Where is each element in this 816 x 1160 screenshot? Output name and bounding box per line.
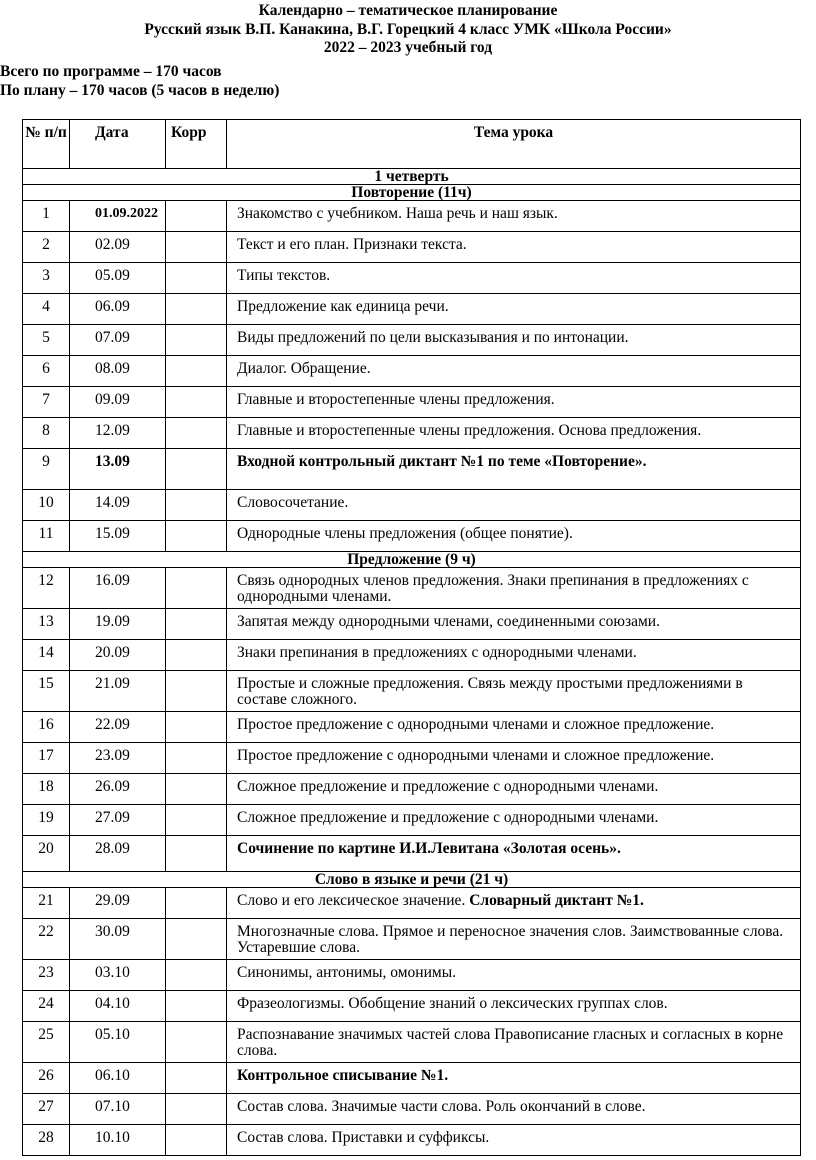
- table-row: [23, 836, 801, 872]
- lesson-korr: [166, 1063, 227, 1094]
- lesson-korr: [166, 919, 227, 960]
- lesson-date: 07.09: [70, 325, 166, 356]
- lesson-korr: [166, 1125, 227, 1156]
- lesson-date: 07.10: [70, 1094, 166, 1125]
- lesson-number: 11: [23, 521, 70, 552]
- lesson-topic-text: Слово и его лексическое значение.: [237, 892, 466, 909]
- lesson-topic: Главные и второстепенные члены предложения.: [227, 387, 801, 418]
- lesson-topic: Знаки препинания в предложениях с однородными членами.: [227, 640, 801, 671]
- column-header-date: Дата: [70, 120, 166, 169]
- lesson-topic: Простое предложение с однородными членами и сложное предложение.: [227, 743, 801, 774]
- lesson-topic: Многозначные слова. Прямое и переносное значения слов. Заимствованные слова. Устаревшие слова.: [227, 919, 801, 960]
- lesson-number: 16: [23, 712, 70, 743]
- table-row: [23, 201, 801, 232]
- table-row: [23, 521, 801, 552]
- lesson-topic: Распознавание значимых частей слова Правописание гласных и согласных в корне слова.: [227, 1022, 801, 1063]
- lesson-plan-table: [22, 119, 801, 1156]
- table-row: [23, 418, 801, 449]
- lesson-korr: [166, 356, 227, 387]
- lesson-date: 29.09: [70, 888, 166, 919]
- lesson-topic: Простое предложение с однородными членами и сложное предложение.: [227, 712, 801, 743]
- lesson-korr: [166, 568, 227, 609]
- lesson-date: 06.09: [70, 294, 166, 325]
- lesson-korr: [166, 325, 227, 356]
- lesson-date: 28.09: [70, 836, 166, 872]
- section-row: [23, 552, 801, 568]
- lesson-topic: Запятая между однородными членами, соединенными союзами.: [227, 609, 801, 640]
- lesson-topic: Словосочетание.: [227, 490, 801, 521]
- lesson-date: 06.10: [70, 1063, 166, 1094]
- lesson-topic: Текст и его план. Признаки текста.: [227, 232, 801, 263]
- lesson-number: 18: [23, 774, 70, 805]
- lesson-korr: [166, 888, 227, 919]
- lesson-number: 6: [23, 356, 70, 387]
- lesson-date: 12.09: [70, 418, 166, 449]
- lesson-number: 17: [23, 743, 70, 774]
- lesson-topic: Однородные члены предложения (общее понятие).: [227, 521, 801, 552]
- lesson-number: 20: [23, 836, 70, 872]
- lesson-date: 10.10: [70, 1125, 166, 1156]
- lesson-date: 30.09: [70, 919, 166, 960]
- lesson-date: 03.10: [70, 960, 166, 991]
- lesson-topic: Виды предложений по цели высказывания и по интонации.: [227, 325, 801, 356]
- lesson-number: 9: [23, 449, 70, 490]
- lesson-date: 26.09: [70, 774, 166, 805]
- lesson-korr: [166, 490, 227, 521]
- lesson-korr: [166, 743, 227, 774]
- table-row: [23, 387, 801, 418]
- hours-summary: [0, 62, 279, 100]
- lesson-date: 09.09: [70, 387, 166, 418]
- lesson-number: 23: [23, 960, 70, 991]
- lesson-date: 01.09.2022: [70, 201, 166, 232]
- table-row: [23, 1094, 801, 1125]
- lesson-topic: Сложное предложение и предложение с однородными членами.: [227, 774, 801, 805]
- lesson-date: 19.09: [70, 609, 166, 640]
- table-row: [23, 991, 801, 1022]
- column-header-num: № п/п: [23, 120, 70, 169]
- table-row: [23, 888, 801, 919]
- quarter-row: [23, 169, 801, 185]
- lesson-korr: [166, 960, 227, 991]
- lesson-date: 16.09: [70, 568, 166, 609]
- lesson-number: 14: [23, 640, 70, 671]
- lesson-number: 28: [23, 1125, 70, 1156]
- lesson-korr: [166, 836, 227, 872]
- lesson-topic: Сложное предложение и предложение с однородными членами.: [227, 805, 801, 836]
- table-row: [23, 1063, 801, 1094]
- lesson-korr: [166, 1022, 227, 1063]
- table-row: [23, 294, 801, 325]
- lesson-number: 2: [23, 232, 70, 263]
- lesson-number: 24: [23, 991, 70, 1022]
- lesson-topic: Типы текстов.: [227, 263, 801, 294]
- lesson-number: 5: [23, 325, 70, 356]
- document-subtitle: Русский язык В.П. Канакина, В.Г. Горецкий 4 класс УМК «Школа России»: [144, 20, 672, 38]
- lesson-number: 19: [23, 805, 70, 836]
- lesson-date: 20.09: [70, 640, 166, 671]
- lesson-date: 27.09: [70, 805, 166, 836]
- section-title-word: Слово в языке и речи (21 ч): [23, 872, 801, 888]
- lesson-korr: [166, 774, 227, 805]
- table-header-row: [23, 120, 801, 169]
- lesson-topic: Синонимы, антонимы, омонимы.: [227, 960, 801, 991]
- lesson-number: 25: [23, 1022, 70, 1063]
- lesson-date: 23.09: [70, 743, 166, 774]
- lesson-number: 15: [23, 671, 70, 712]
- lesson-korr: [166, 712, 227, 743]
- lesson-topic: Контрольное списывание №1.: [227, 1063, 801, 1094]
- table-row: [23, 1022, 801, 1063]
- table-row: [23, 743, 801, 774]
- lesson-number: 12: [23, 568, 70, 609]
- lesson-number: 26: [23, 1063, 70, 1094]
- lesson-date: 05.10: [70, 1022, 166, 1063]
- lesson-korr: [166, 449, 227, 490]
- section-row: [23, 872, 801, 888]
- lesson-number: 21: [23, 888, 70, 919]
- table-row: [23, 232, 801, 263]
- lesson-topic: Главные и второстепенные члены предложения. Основа предложения.: [227, 418, 801, 449]
- table-row: [23, 490, 801, 521]
- lesson-korr: [166, 201, 227, 232]
- quarter-label: 1 четверть: [23, 169, 801, 185]
- school-year: 2022 – 2023 учебный год: [323, 39, 493, 56]
- lesson-korr: [166, 609, 227, 640]
- lesson-date: 04.10: [70, 991, 166, 1022]
- lesson-date: 21.09: [70, 671, 166, 712]
- lesson-korr: [166, 671, 227, 712]
- section-row: [23, 185, 801, 201]
- table-row: [23, 356, 801, 387]
- lesson-korr: [166, 418, 227, 449]
- lesson-number: 27: [23, 1094, 70, 1125]
- plan-hours: По плану – 170 часов (5 часов в неделю): [0, 82, 280, 99]
- table-row: [23, 640, 801, 671]
- lesson-topic: Диалог. Обращение.: [227, 356, 801, 387]
- lesson-korr: [166, 640, 227, 671]
- lesson-topic: [227, 888, 801, 919]
- lesson-number: 7: [23, 387, 70, 418]
- table-row: [23, 960, 801, 991]
- lesson-korr: [166, 805, 227, 836]
- lesson-korr: [166, 1094, 227, 1125]
- program-hours: Всего по программе – 170 часов: [0, 63, 222, 80]
- lesson-date: 13.09: [70, 449, 166, 490]
- lesson-date: 14.09: [70, 490, 166, 521]
- lesson-number: 3: [23, 263, 70, 294]
- lesson-topic: Простые и сложные предложения. Связь между простыми предложениями в составе сложного.: [227, 671, 801, 712]
- lesson-number: 8: [23, 418, 70, 449]
- table-row: [23, 1125, 801, 1156]
- document-header: [0, 2, 816, 58]
- table-row: [23, 919, 801, 960]
- lesson-topic: Фразеологизмы. Обобщение знаний о лексических группах слов.: [227, 991, 801, 1022]
- lesson-topic: Сочинение по картине И.И.Левитана «Золотая осень».: [227, 836, 801, 872]
- table-row: [23, 671, 801, 712]
- lesson-korr: [166, 232, 227, 263]
- document-title: Календарно – тематическое планирование: [258, 2, 558, 19]
- lesson-number: 1: [23, 201, 70, 232]
- column-header-topic: Тема урока: [227, 120, 801, 169]
- lesson-topic-bold: Словарный диктант №1.: [469, 892, 644, 909]
- lesson-date: 05.09: [70, 263, 166, 294]
- lesson-topic: Предложение как единица речи.: [227, 294, 801, 325]
- table-row: [23, 774, 801, 805]
- lesson-korr: [166, 263, 227, 294]
- lesson-topic: Знакомство с учебником. Наша речь и наш язык.: [227, 201, 801, 232]
- lesson-topic: Входной контрольный диктант №1 по теме «Повторение».: [227, 449, 801, 490]
- lesson-topic: Состав слова. Значимые части слова. Роль окончаний в слове.: [227, 1094, 801, 1125]
- lesson-korr: [166, 294, 227, 325]
- section-title-repetition: Повторение (11ч): [23, 185, 801, 201]
- lesson-korr: [166, 991, 227, 1022]
- table-row: [23, 325, 801, 356]
- lesson-date: 02.09: [70, 232, 166, 263]
- table-row: [23, 263, 801, 294]
- lesson-date: 08.09: [70, 356, 166, 387]
- table-row: [23, 568, 801, 609]
- table-row: [23, 712, 801, 743]
- lesson-number: 4: [23, 294, 70, 325]
- lesson-korr: [166, 387, 227, 418]
- lesson-number: 13: [23, 609, 70, 640]
- lesson-topic: Связь однородных членов предложения. Знаки препинания в предложениях с однородными членами.: [227, 568, 801, 609]
- section-title-sentence: Предложение (9 ч): [23, 552, 801, 568]
- lesson-number: 10: [23, 490, 70, 521]
- table-row: [23, 609, 801, 640]
- table-row: [23, 449, 801, 490]
- lesson-topic: Состав слова. Приставки и суффиксы.: [227, 1125, 801, 1156]
- table-row: [23, 805, 801, 836]
- column-header-korr: Корр: [166, 120, 227, 169]
- lesson-date: 15.09: [70, 521, 166, 552]
- lesson-korr: [166, 521, 227, 552]
- lesson-date: 22.09: [70, 712, 166, 743]
- lesson-number: 22: [23, 919, 70, 960]
